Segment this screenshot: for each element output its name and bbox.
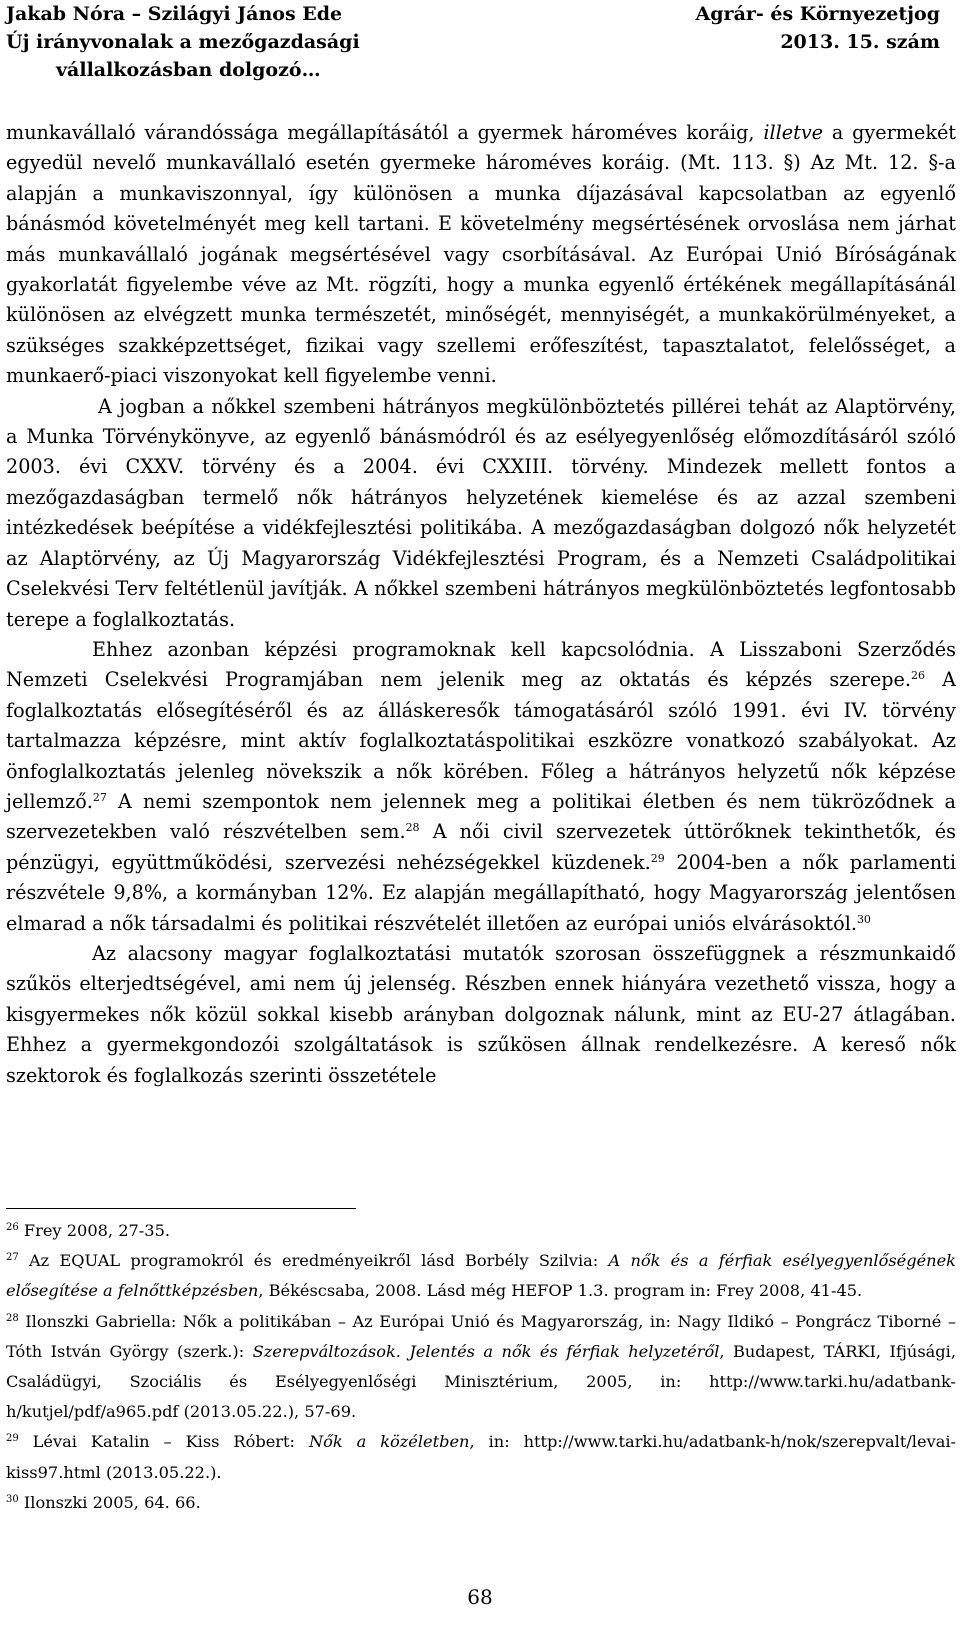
footnote-ref-29[interactable]: 29 [650,851,665,865]
section-sign: § [783,151,794,175]
footnotes [6,1216,956,1518]
footnote-separator [6,1208,356,1209]
footnote-text: , in: http://www.tarki.hu/adatbank-h/nok/szerepvalt/levai-kiss97.html (2013.05.22.). [6,1432,957,1482]
footnote-italic-title: A nők és a férfiak esélyegyenlőségének elősegítése a felnőttképzésben [6,1251,956,1301]
text-span: A nemi szempontok nem jelennek meg a politikai életben és nem tükröződnek a szervezetekben való részvételben sem. [6,789,956,844]
header-article-title-line-2: vállalkozásban dolgozó… [56,59,321,81]
header-issue: 2013. 15. szám [780,31,940,53]
header-author-title [6,0,360,84]
footnote-ref-26[interactable]: 26 [911,669,926,683]
footnote-italic-title: Szerepváltozások. Jelentés a nők és férfiak helyzetéről [252,1341,720,1361]
footnote-text: Az EQUAL programokról és eredményeikről lásd Borbély Szilvia: [18,1251,609,1271]
footnote-26 [6,1216,956,1246]
header-journal-name: Agrár- és Környezetjog [695,3,940,25]
footnote-number: 29 [6,1433,19,1445]
header-authors: Jakab Nóra – Szilágyi János Ede [6,3,343,25]
footnote-text: Ilonszki Gabriella: Nők a politikában – Az Európai Unió és Magyarország, in: Nagy Ildikó – Pongrácz Tiborné – Tóth István György (szerk.): [6,1311,956,1361]
footnote-text: Ilonszki 2005, 64. 66. [18,1492,201,1512]
page-header [0,0,960,100]
section-sign: § [928,151,939,175]
text-span: ) Az Mt. 12. [793,151,929,175]
footnote-ref-27[interactable]: 27 [92,790,107,804]
paragraph-2: A jogban a nőkkel szembeni hátrányos megkülönböztetés pillérei tehát az Alaptörvény, a Munka Törvénykönyve, az egyenlő bánásmódról és az esélyegyenlőség előmozdításáról szóló 2003. évi CXXV. törvény és a 2004. évi CXXIII. törvény. Mindezek mellett fontos a mezőgazdaságban termelő nők hátrányos helyzetének kiemelése és az azzal szembeni intézkedések beépítése a vidékfejlesztési politikába. A mezőgazdaságban dolgozó nők helyzetét az Alaptörvény, az Új Magyarország Vidékfejlesztési Program, és a Nemzeti Családpolitikai Cselekvési Terv feltétlenül javítják. A nőkkel szembeni hátrányos megkülönböztetés legfontosabb terepe a foglalkoztatás. [6,394,956,631]
text-span: Ehhez azonban képzési programoknak kell kapcsolódnia. A Lisszaboni Szerződés Nemzeti Cselekvési Programjában nem jelenik meg az oktatás és képzés szerepe. [6,637,956,692]
footnote-30 [6,1488,956,1518]
footnote-28 [6,1307,956,1428]
page-number: 68 [467,1585,493,1609]
footnote-ref-28[interactable]: 28 [405,821,420,835]
footnote-italic-title: Nők a közéletben [308,1432,470,1452]
footnote-number: 28 [6,1312,19,1324]
footnote-29 [6,1427,956,1487]
footnote-number: 30 [6,1493,19,1505]
body-text [6,118,956,1091]
text-span: munkavállaló várandóssága megállapításától a gyermek hároméves koráig, [6,121,764,144]
footnote-text: Lévai Katalin – Kiss Róbert: [18,1432,309,1452]
footnote-number: 26 [6,1222,19,1233]
text-span: -a alapján a munkaviszonnyal, így különösen a munka díjazásával kapcsolatban az egyenlő bánásmód követelményét meg kell tartani. E követelmény megsértésének orvoslása nem járhat más munkavállaló jogának megsértésével vagy csorbításával. Az Európai Unió Bíróságának gyakorlatát figyelembe véve az Mt. rögzíti, hogy a munka egyenlő értékének megállapításánál különösen az elvégzett munka természetét, minőségét, mennyiségét, a munkakörülményeket, a szükséges szakképzettséget, fizikai vagy szellemi erőfeszítést, tapasztalatot, felelősséget, a munkaerő-piaci viszonyokat kell figyelembe venni. [6,151,956,388]
footnote-27 [6,1246,956,1306]
paragraph-1 [6,118,956,392]
text-span: A női civil szervezetek úttörőknek tekinthetők, és pénzügyi, együttműködési, szervezési nehézségekkel küzdenek. [6,820,957,874]
text-span: A foglalkoztatás elősegítéséről és az álláskeresők támogatásáról szóló 1991. évi IV. törvény tartalmazza képzésre, mint aktív foglalkoztatáspolitikai eszközre vonatkozó szabályokat. Az önfoglalkoztatás jelenleg növekszik a nők körében. Főleg a hátrányos helyzetű nők képzése jellemző. [6,668,956,813]
text-span: a gyermekét egyedül nevelő munkavállaló esetén gyermeke hároméves koráig. (Mt. 113. [6,121,957,175]
footnote-text: , Békéscsaba, 2008. Lásd még HEFOP 1.3. program in: Frey 2008, 41-45. [258,1281,863,1301]
footnote-number: 27 [6,1252,19,1264]
footnote-ref-30[interactable]: 30 [856,912,871,926]
footnote-text: Frey 2008, 27-35. [18,1221,171,1240]
paragraph-3 [6,635,956,939]
paragraph-4: Az alacsony magyar foglalkoztatási mutatók szorosan összefüggnek a részmunkaidő szűkös elterjedtségével, ami nem új jelenség. Részben ennek hiányára vezethető vissza, hogy a kisgyermekes nők közül sokkal kisebb arányban dolgoznak nálunk, mint az EU-27 átlagában. Ehhez a gyermekgondozói szolgáltatások is szűkösen állnak rendelkezésre. A kereső nők szektorok és foglalkozás szerinti összetétele [6,941,956,1087]
italic-illetve: illetve [763,121,824,144]
header-article-title-line-1: Új irányvonalak a mezőgazdasági [6,31,360,53]
text-span: 2004-ben a nők parlamenti részvétele 9,8%, a kormányban 12%. Ez alapján megállapítható, hogy Magyarország jelentősen elmarad a nők társadalmi és politikai részvételét illetően az európai uniós elvárásoktól. [6,850,956,935]
header-journal [696,0,940,56]
footnote-text: , Budapest, TÁRKI, Ifjúsági, Családügyi, Szociális és Esélyegyenlőségi Minisztérium, 2005, in: http://www.tarki.hu/adatbank-h/kutjel/pdf/a965.pdf (2013.05.22.), 57-69. [6,1341,956,1422]
